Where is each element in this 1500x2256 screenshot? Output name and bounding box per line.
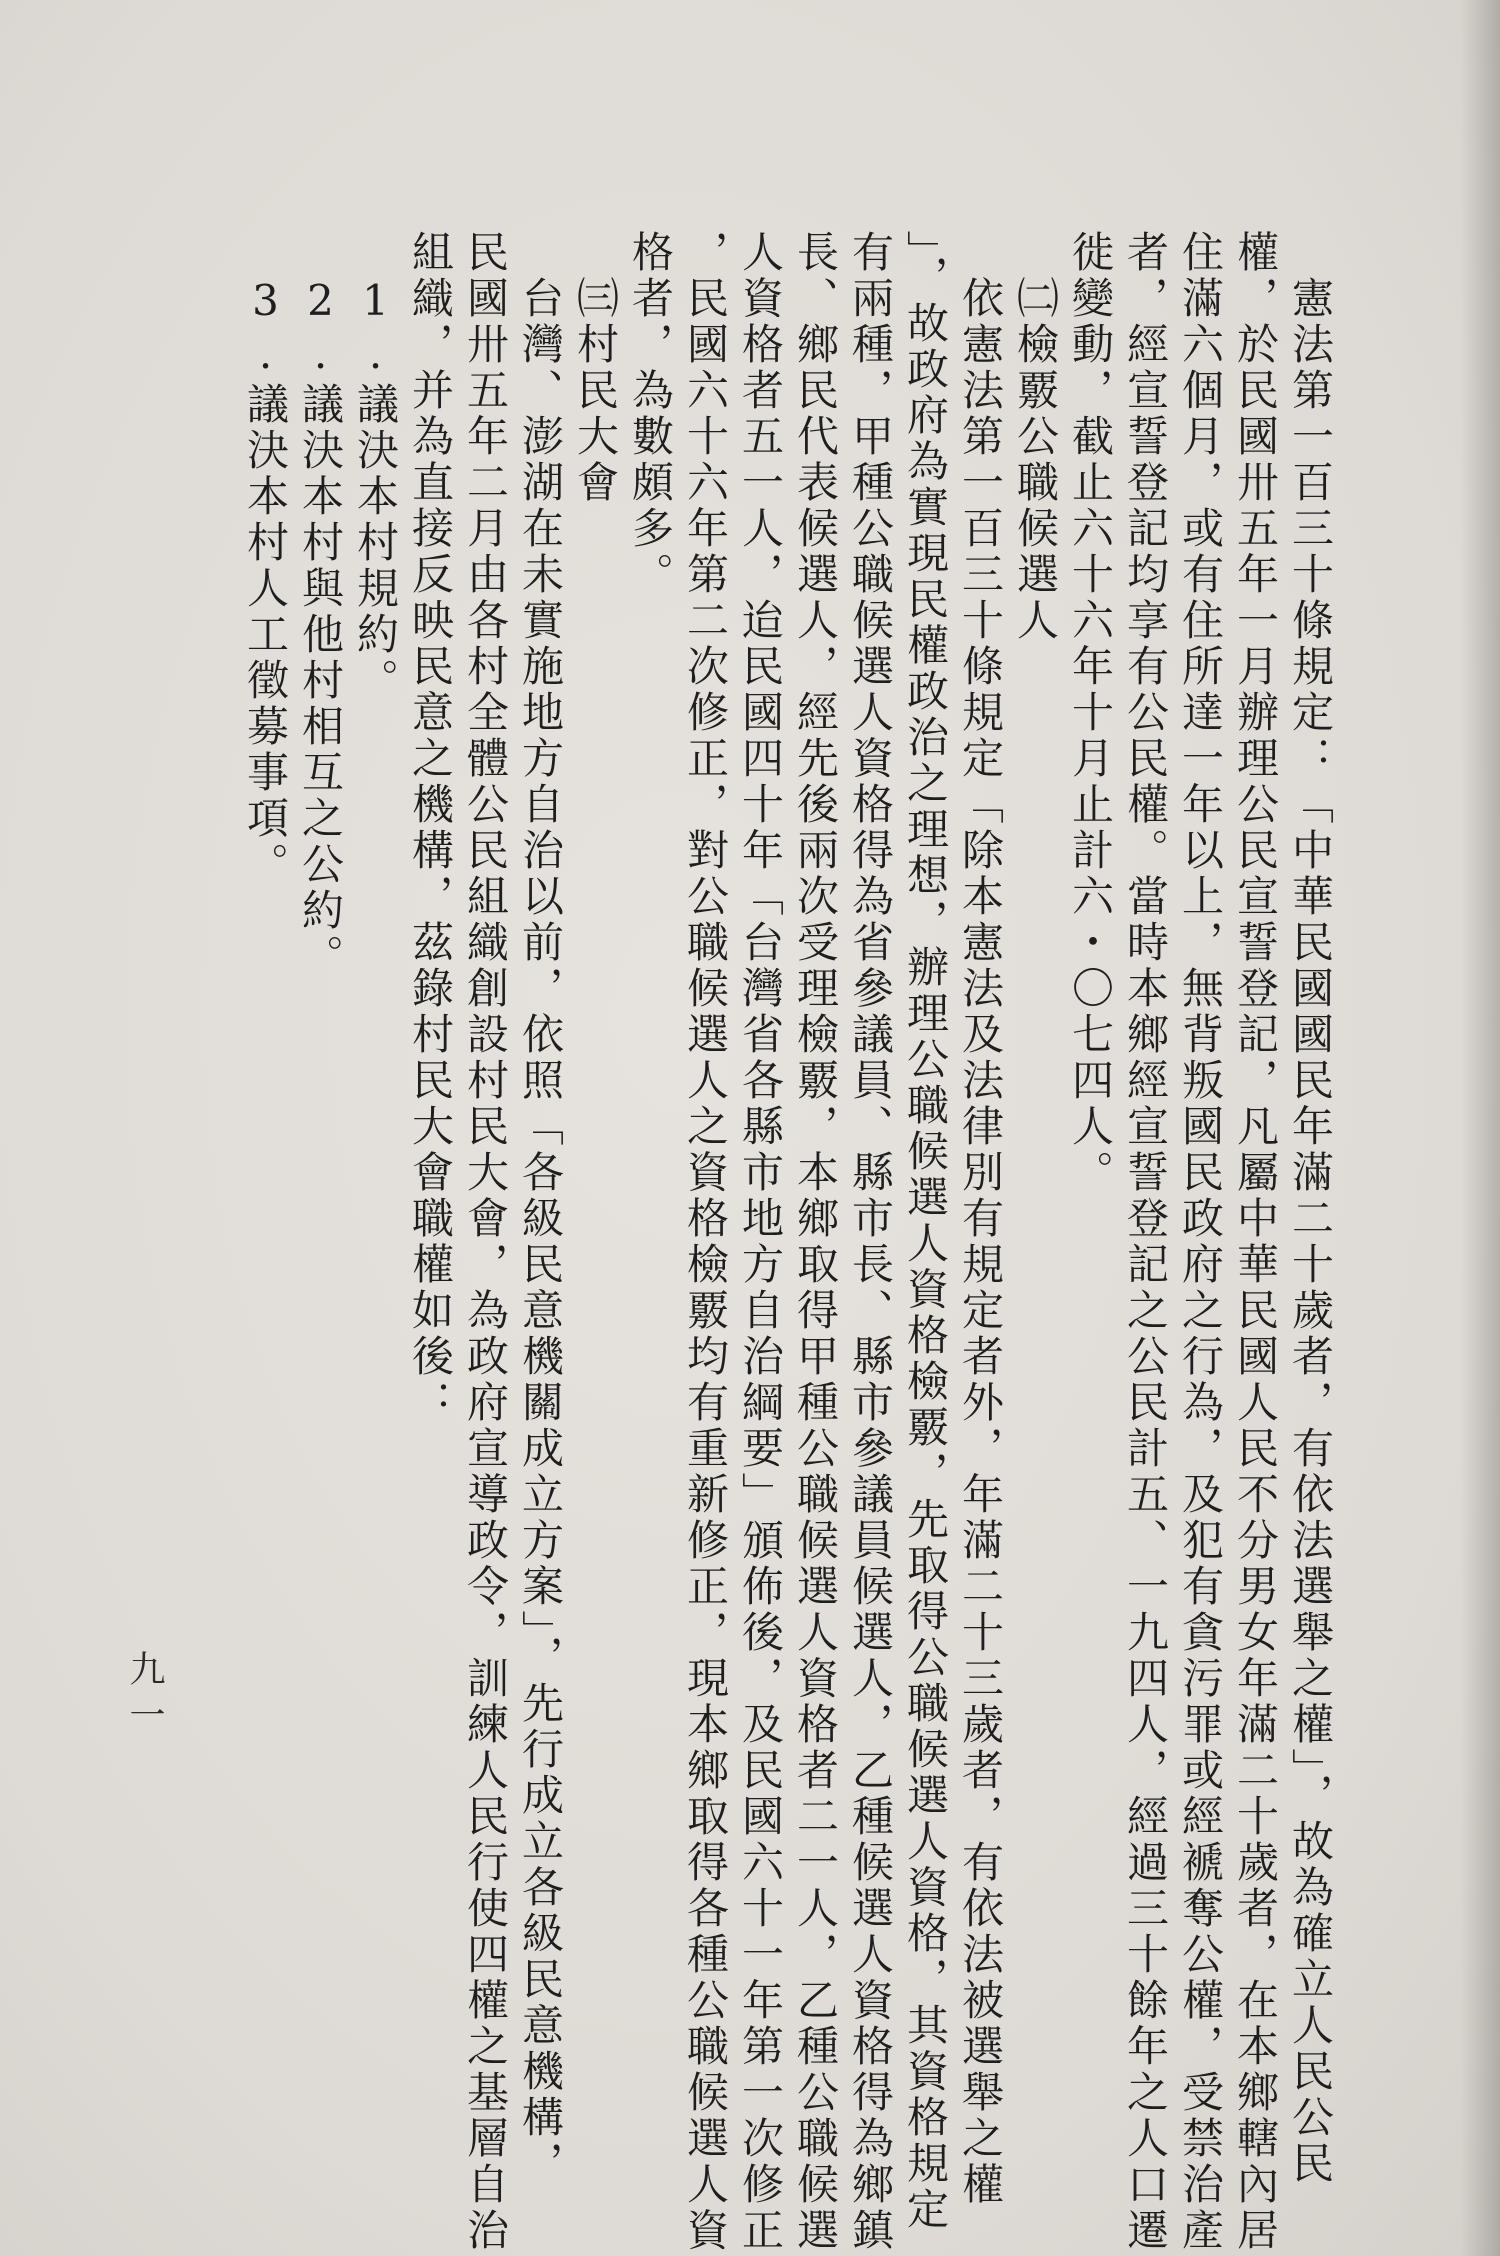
text-column: 格者，為數頗多。 <box>626 230 675 598</box>
text-column: 台灣、澎湖在未實施地方自治以前，依照「各級民意機關成立方案」，先行成立各級民意機構， <box>516 230 565 2187</box>
list-item: 2.議決本村與他村相互之公約。 <box>296 230 345 980</box>
text-column: 者，經宣誓登記均享有公民權。當時本鄉經宣誓登記之公民計五、一九四人，經過三十餘年之人口遷 <box>1121 230 1170 2254</box>
text-column: 人資格者五一人，迨民國四十年「台灣省各縣市地方自治綱要」頒佈後，及民國六十一年第一次修正 <box>736 230 785 2254</box>
text-column: 權，於民國卅五年一月辦理公民宣誓登記，凡屬中華民國人民不分男女年滿二十歲者，在本鄉轄內居 <box>1231 230 1280 2254</box>
list-item: 3.議決本村人工徵募事項。 <box>241 230 290 888</box>
section-heading: ㈡檢覈公職候選人 <box>1011 230 1060 644</box>
text-column: 徙變動，截止六十六年十月止計六・〇七四人。 <box>1066 230 1115 1196</box>
page-number: 九一 <box>124 1650 165 1742</box>
text-column: 組織，并為直接反映民意之機構，茲錄村民大會職權如後： <box>406 230 455 1426</box>
list-item: 1.議決本村規約。 <box>351 230 400 704</box>
text-column: 住滿六個月，或有住所達一年以上，無背叛國民政府之行為，及犯有貪污罪或經褫奪公權，受禁治產 <box>1176 230 1225 2254</box>
text-column: 依憲法第一百三十條規定「除本憲法及法律別有規定者外，年滿二十三歲者，有依法被選舉之權 <box>956 230 1005 2208</box>
text-column: 有兩種，甲種公職候選人資格得為省參議員、縣市長、縣市參議員候選人，乙種候選人資格得為鄉鎮 <box>846 230 895 2254</box>
text-column: 憲法第一百三十條規定：「中華民國國民年滿二十歲者，有依法選舉之權」，故為確立人民公民 <box>1286 230 1335 2187</box>
section-heading: ㈢村民大會 <box>571 230 620 506</box>
text-column: 長、鄉民代表候選人，經先後兩次受理檢覈，本鄉取得甲種公職候選人資格者二一人，乙種公職候選 <box>791 230 840 2254</box>
text-column: 」，故政府為實現民權政治之理想，辦理公職候選人資格檢覈，先取得公職候選人資格，其資格規定 <box>901 230 950 2233</box>
text-column: 民國卅五年二月由各村全體公民組織創設村民大會，為政府宣導政令，訓練人民行使四權之基層自治 <box>461 230 510 2254</box>
text-column: ，民國六十六年第二次修正，對公職候選人之資格檢覈均有重新修正，現本鄉取得各種公職候選人資 <box>681 230 730 2254</box>
page-edge-shadow <box>1460 0 1500 2256</box>
